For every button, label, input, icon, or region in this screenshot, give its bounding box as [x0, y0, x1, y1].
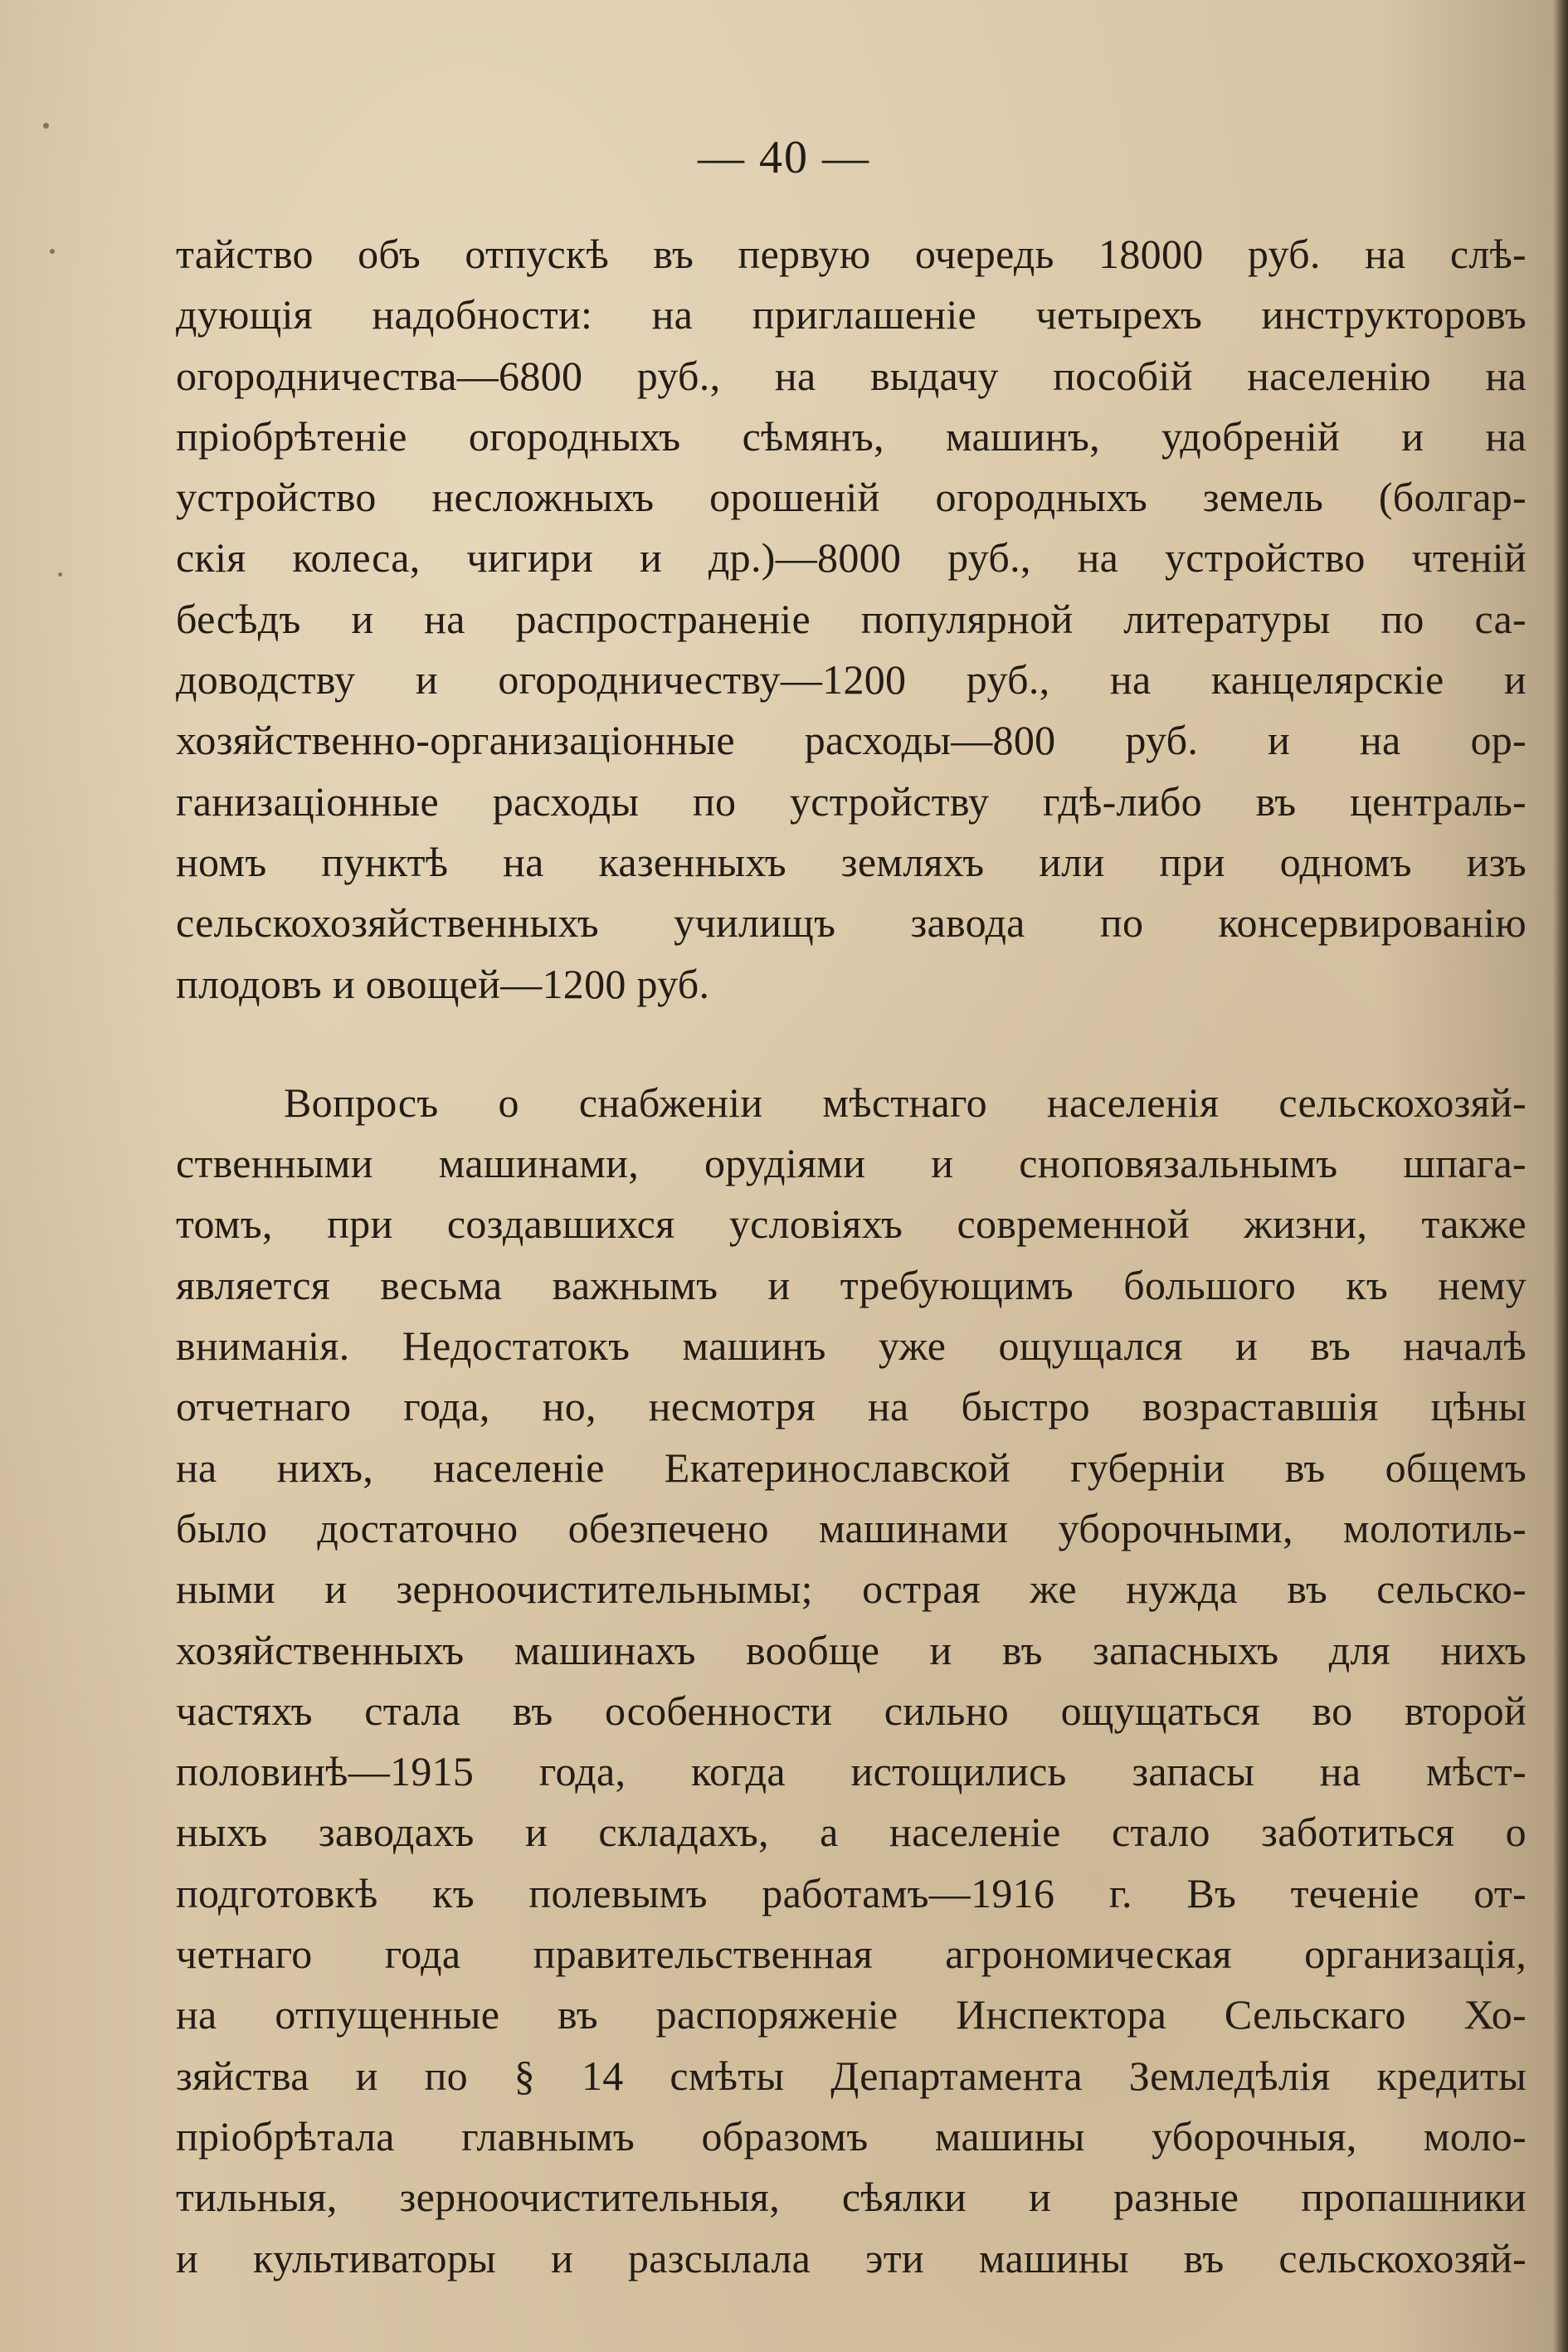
paragraph-1 — [176, 224, 1527, 1015]
text-line: пріобрѣтала главнымъ образомъ машины уборочныя, моло- — [176, 2112, 1527, 2160]
text-line: плодовъ и овощей—1200 руб. — [176, 960, 710, 1007]
text-line: тильныя, зерноочистительныя, сѣялки и разные пропашники — [176, 2174, 1527, 2221]
text-line: на отпущенные въ распоряженіе Инспектора Сельскаго Хо- — [176, 1991, 1527, 2038]
text-line: отчетнаго года, но, несмотря на быстро возраставшія цѣны — [176, 1383, 1527, 1430]
text-line: подготовкѣ къ полевымъ работамъ—1916 г. Въ теченіе от- — [176, 1869, 1527, 1916]
text-line: доводству и огородничеству—1200 руб., на канцелярскіе и — [176, 656, 1527, 704]
text-line: зяйства и по § 14 смѣты Департамента Земледѣлія кредиты — [176, 2052, 1527, 2099]
text-line: на нихъ, населеніе Екатеринославской губерніи въ общемъ — [176, 1444, 1527, 1491]
paragraph-spacer — [176, 1015, 1527, 1073]
text-line: ственными машинами, орудіями и сноповязальнымъ шпага- — [176, 1140, 1527, 1187]
text-line: номъ пунктѣ на казенныхъ земляхъ или при одномъ изъ — [176, 838, 1527, 885]
paragraph-2 — [176, 1073, 1527, 2289]
text-line: половинѣ—1915 года, когда истощились запасы на мѣст- — [176, 1748, 1527, 1795]
text-line: ганизаціонные расходы по устройству гдѣ-либо въ централь- — [176, 777, 1527, 825]
text-line: хозяйственно-организаціонные расходы—800 руб. и на ор- — [176, 717, 1527, 764]
text-line: томъ, при создавшихся условіяхъ современной жизни, также — [176, 1200, 1527, 1248]
text-line: хозяйственныхъ машинахъ вообще и въ запасныхъ для нихъ — [176, 1626, 1527, 1673]
text-line: дующія надобности: на приглашеніе четырехъ инструкторовъ — [176, 291, 1527, 338]
text-line: скія колеса, чигири и др.)—8000 руб., на устройство чтеній — [176, 534, 1527, 582]
text-line: ныхъ заводахъ и складахъ, а населеніе стало заботиться о — [176, 1809, 1527, 1856]
text-line: бесѣдъ и на распространеніе популярной литературы по са- — [176, 595, 1527, 642]
text-line: четнаго года правительственная агрономическая организація, — [176, 1931, 1527, 1978]
page-number: — 40 — — [698, 132, 870, 183]
text-line: и культиваторы и разсылала эти машины въ сельскохозяй- — [176, 2234, 1527, 2281]
text-line: вниманія. Недостатокъ машинъ уже ощущался и въ началѣ — [176, 1322, 1527, 1370]
text-line: ными и зерноочистительнымы; острая же нужда въ сельско- — [176, 1566, 1527, 1613]
paper-speck — [50, 249, 55, 254]
text-line: Вопросъ о снабженіи мѣстнаго населенія сельскохозяй- — [284, 1079, 1527, 1126]
text-line: сельскохозяйственныхъ училищъ завода по консервированію — [176, 899, 1527, 947]
page-edge-shadow — [1553, 0, 1568, 2352]
text-line: является весьма важнымъ и требующимъ большого къ нему — [176, 1261, 1527, 1308]
text-line: пріобрѣтеніе огородныхъ сѣмянъ, машинъ, удобреній и на — [176, 412, 1527, 460]
paper-speck — [58, 572, 62, 577]
body-text — [176, 224, 1527, 2289]
text-line: частяхъ стала въ особенности сильно ощущаться во второй — [176, 1687, 1527, 1734]
text-line: тайство объ отпускѣ въ первую очередь 18000 руб. на слѣ- — [176, 231, 1527, 277]
text-line: огородничества—6800 руб., на выдачу пособій населенію на — [176, 352, 1527, 399]
text-line: было достаточно обезпечено машинами уборочными, молотиль- — [176, 1504, 1527, 1551]
text-line: устройство несложныхъ орошеній огородныхъ земель (болгар- — [176, 474, 1527, 521]
